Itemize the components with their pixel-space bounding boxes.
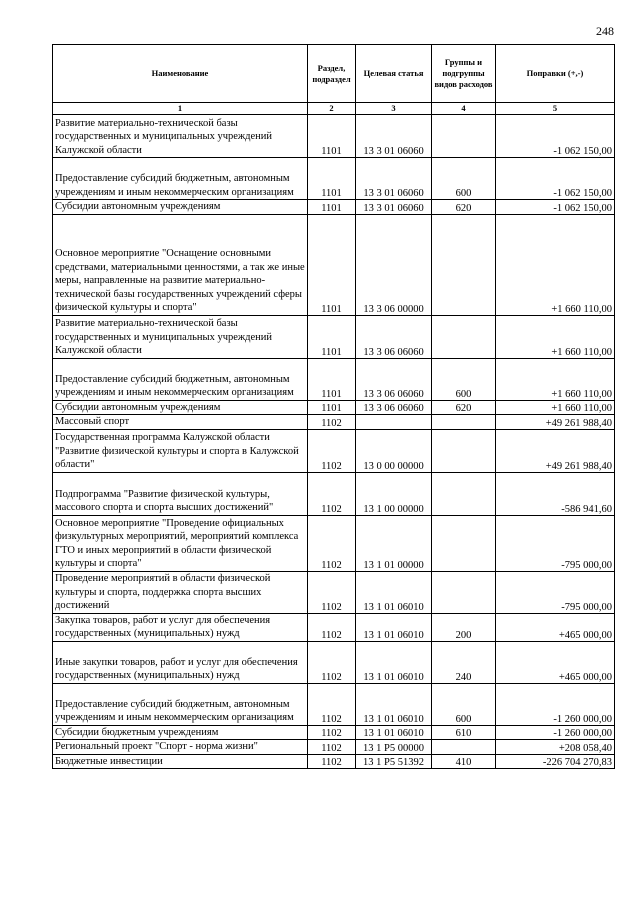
- table-row: [53, 515, 615, 571]
- cell-section: 1102: [308, 429, 356, 472]
- table-row: [53, 571, 615, 613]
- cell-group: 620: [432, 200, 496, 215]
- cell-amount: +1 660 110,00: [496, 214, 615, 315]
- cell-section: 1102: [308, 515, 356, 571]
- budget-amendments-table: [52, 44, 615, 769]
- cell-name: Государственная программа Калужской области "Развитие физической культуры и спорта в Калужской области": [53, 429, 308, 472]
- cell-section: 1102: [308, 683, 356, 725]
- cell-amount: +49 261 988,40: [496, 429, 615, 472]
- header-row: [53, 45, 615, 103]
- cell-target: 13 1 01 06010: [356, 571, 432, 613]
- cell-amount: -795 000,00: [496, 515, 615, 571]
- cell-amount: +465 000,00: [496, 641, 615, 683]
- cell-group: 620: [432, 400, 496, 415]
- table-row: [53, 400, 615, 415]
- table-row: [53, 415, 615, 430]
- cell-group: [432, 740, 496, 755]
- cell-section: 1102: [308, 754, 356, 769]
- table-row: [53, 725, 615, 740]
- cell-section: 1102: [308, 415, 356, 430]
- table-row: [53, 315, 615, 358]
- cell-name: Бюджетные инвестиции: [53, 754, 308, 769]
- cell-group: [432, 429, 496, 472]
- cell-section: 1101: [308, 358, 356, 400]
- table-row: [53, 613, 615, 641]
- cell-name: Развитие материально-технической базы государственных и муниципальных учреждений Калужской области: [53, 115, 308, 158]
- cell-target: 13 3 01 06060: [356, 115, 432, 158]
- cell-name: Основное мероприятие "Оснащение основными средствами, материальными ценностями, а так же иные меры, направленные на развитие материально-технической базы государственных учреждений сферы физической культуры и спорта": [53, 214, 308, 315]
- cell-target: 13 1 01 00000: [356, 515, 432, 571]
- cell-name: Субсидии автономным учреждениям: [53, 200, 308, 215]
- table-row: [53, 740, 615, 755]
- cell-amount: +208 058,40: [496, 740, 615, 755]
- cell-group: 610: [432, 725, 496, 740]
- table-row: [53, 429, 615, 472]
- cell-target: 13 3 06 00000: [356, 214, 432, 315]
- cell-amount: +1 660 110,00: [496, 358, 615, 400]
- cell-name: Иные закупки товаров, работ и услуг для обеспечения государственных (муниципальных) нужд: [53, 641, 308, 683]
- table-row: [53, 158, 615, 200]
- cell-group: [432, 515, 496, 571]
- page-number: 248: [596, 24, 614, 38]
- cell-amount: -1 062 150,00: [496, 115, 615, 158]
- column-number: 5: [496, 103, 615, 115]
- cell-group: 240: [432, 641, 496, 683]
- cell-group: [432, 214, 496, 315]
- cell-section: 1101: [308, 214, 356, 315]
- cell-target: 13 0 00 00000: [356, 429, 432, 472]
- header-groups: Группы и подгруппы видов расходов: [432, 45, 496, 103]
- cell-target: 13 1 P5 00000: [356, 740, 432, 755]
- cell-group: 200: [432, 613, 496, 641]
- cell-target: 13 1 P5 51392: [356, 754, 432, 769]
- cell-amount: -226 704 270,83: [496, 754, 615, 769]
- cell-section: 1101: [308, 200, 356, 215]
- column-number: 1: [53, 103, 308, 115]
- cell-target: 13 3 06 06060: [356, 315, 432, 358]
- cell-target: 13 1 01 06010: [356, 725, 432, 740]
- header-target: Целевая статья: [356, 45, 432, 103]
- cell-group: 600: [432, 358, 496, 400]
- cell-target: 13 1 01 06010: [356, 683, 432, 725]
- cell-name: Массовый спорт: [53, 415, 308, 430]
- table-row: [53, 115, 615, 158]
- header-section: Раздел, подраздел: [308, 45, 356, 103]
- cell-name: Региональный проект "Спорт - норма жизни": [53, 740, 308, 755]
- cell-name: Субсидии автономным учреждениям: [53, 400, 308, 415]
- cell-section: 1102: [308, 740, 356, 755]
- cell-target: 13 3 06 06060: [356, 358, 432, 400]
- cell-group: [432, 571, 496, 613]
- table-row: [53, 754, 615, 769]
- cell-target: 13 3 01 06060: [356, 158, 432, 200]
- cell-amount: -1 260 000,00: [496, 683, 615, 725]
- table-row: [53, 200, 615, 215]
- cell-name: Предоставление субсидий бюджетным, автономным учреждениям и иным некоммерческим организациям: [53, 158, 308, 200]
- cell-section: 1101: [308, 400, 356, 415]
- cell-target: 13 1 00 00000: [356, 472, 432, 515]
- cell-name: Предоставление субсидий бюджетным, автономным учреждениям и иным некоммерческим организациям: [53, 683, 308, 725]
- cell-amount: +465 000,00: [496, 613, 615, 641]
- header-name: Наименование: [53, 45, 308, 103]
- cell-section: 1102: [308, 725, 356, 740]
- cell-amount: +1 660 110,00: [496, 315, 615, 358]
- table-row: [53, 641, 615, 683]
- column-number: 4: [432, 103, 496, 115]
- table-row: [53, 358, 615, 400]
- cell-section: 1101: [308, 315, 356, 358]
- cell-name: Подпрограмма "Развитие физической культуры, массового спорта и спорта высших достижений": [53, 472, 308, 515]
- cell-amount: -586 941,60: [496, 472, 615, 515]
- cell-target: 13 3 01 06060: [356, 200, 432, 215]
- header-amendment: Поправки (+,-): [496, 45, 615, 103]
- cell-target: 13 1 01 06010: [356, 613, 432, 641]
- cell-section: 1102: [308, 571, 356, 613]
- cell-name: Субсидии бюджетным учреждениям: [53, 725, 308, 740]
- cell-target: 13 3 06 06060: [356, 400, 432, 415]
- cell-group: [432, 115, 496, 158]
- cell-name: Основное мероприятие "Проведение официальных физкультурных мероприятий, мероприятий комплекса ГТО и иных мероприятий в области физической культуры и спорта": [53, 515, 308, 571]
- cell-group: 600: [432, 158, 496, 200]
- column-number-row: [53, 103, 615, 115]
- cell-group: [432, 315, 496, 358]
- cell-group: [432, 472, 496, 515]
- cell-name: Проведение мероприятий в области физической культуры и спорта, поддержка спорта высших достижений: [53, 571, 308, 613]
- cell-section: 1102: [308, 613, 356, 641]
- cell-amount: -1 062 150,00: [496, 200, 615, 215]
- cell-amount: +49 261 988,40: [496, 415, 615, 430]
- cell-section: 1102: [308, 472, 356, 515]
- table-row: [53, 683, 615, 725]
- cell-amount: +1 660 110,00: [496, 400, 615, 415]
- cell-name: Предоставление субсидий бюджетным, автономным учреждениям и иным некоммерческим организациям: [53, 358, 308, 400]
- cell-name: Закупка товаров, работ и услуг для обеспечения государственных (муниципальных) нужд: [53, 613, 308, 641]
- cell-amount: -1 062 150,00: [496, 158, 615, 200]
- cell-amount: -1 260 000,00: [496, 725, 615, 740]
- cell-section: 1102: [308, 641, 356, 683]
- cell-section: 1101: [308, 158, 356, 200]
- table-row: [53, 214, 615, 315]
- cell-group: 600: [432, 683, 496, 725]
- column-number: 3: [356, 103, 432, 115]
- cell-name: Развитие материально-технической базы государственных и муниципальных учреждений Калужской области: [53, 315, 308, 358]
- cell-section: 1101: [308, 115, 356, 158]
- cell-group: [432, 415, 496, 430]
- cell-target: 13 1 01 06010: [356, 641, 432, 683]
- table-row: [53, 472, 615, 515]
- cell-amount: -795 000,00: [496, 571, 615, 613]
- cell-group: 410: [432, 754, 496, 769]
- column-number: 2: [308, 103, 356, 115]
- cell-target: [356, 415, 432, 430]
